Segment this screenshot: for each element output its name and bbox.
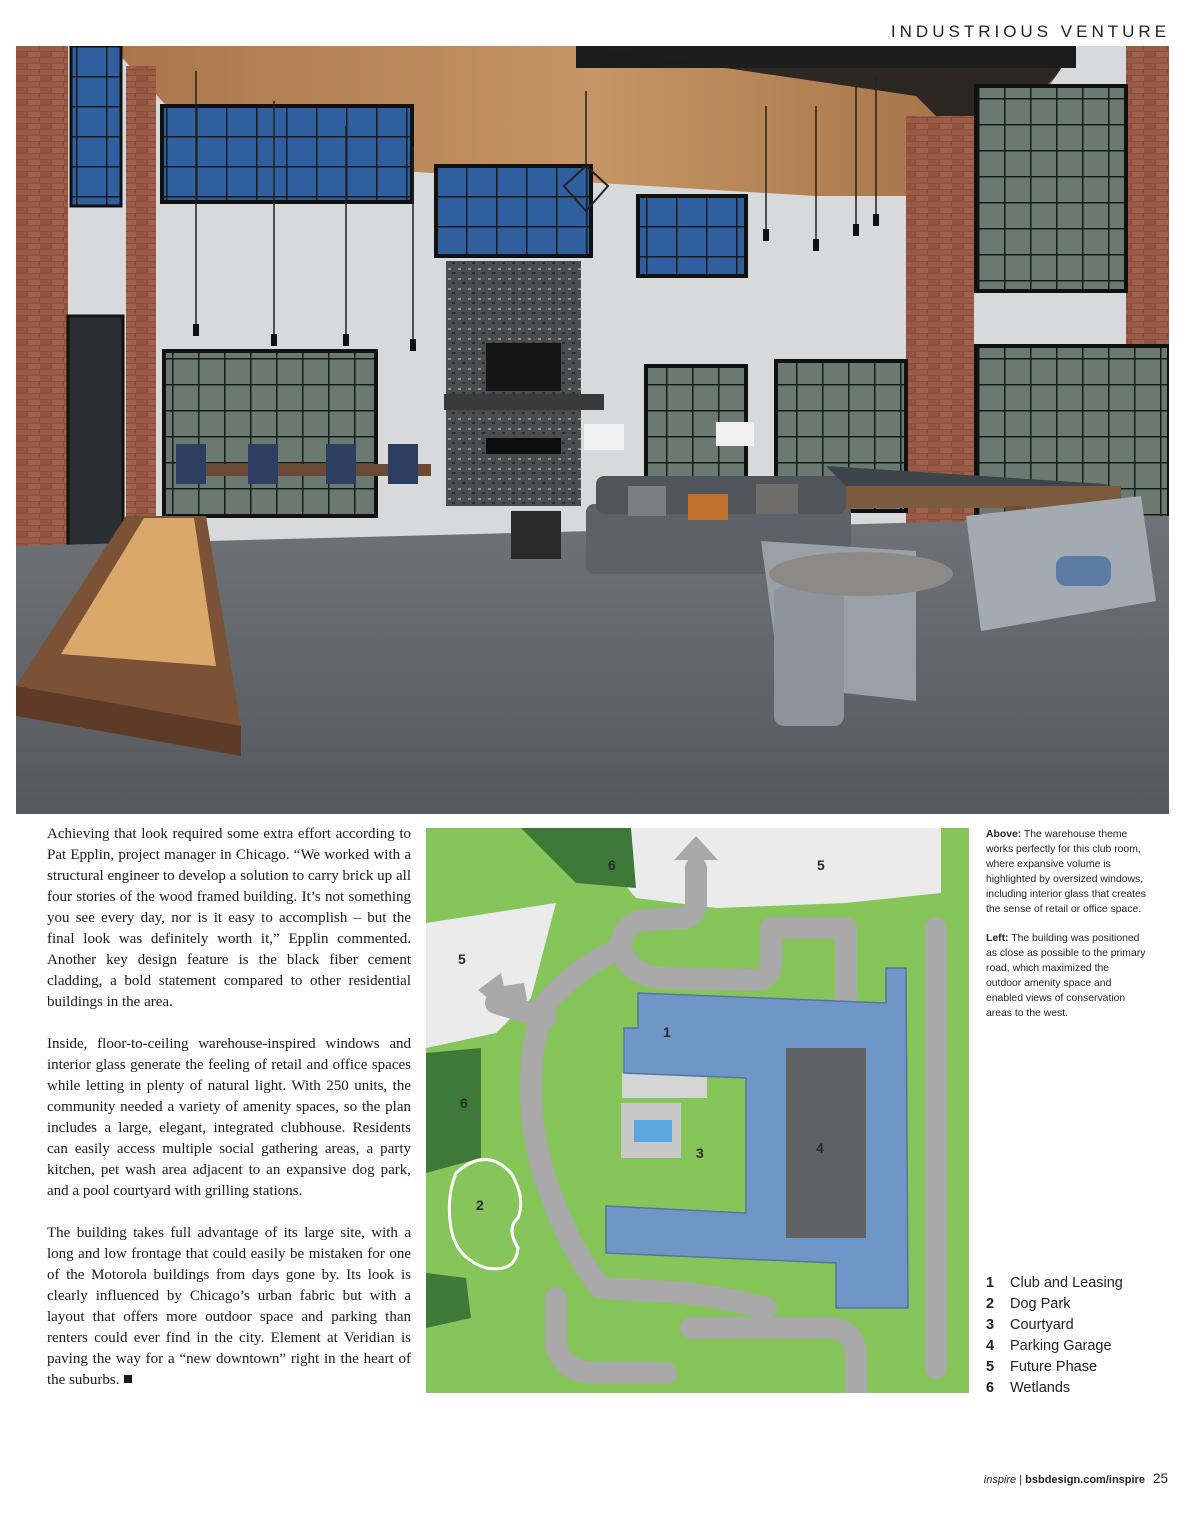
legend-number: 3 — [986, 1317, 995, 1333]
legend-label: Dog Park — [1010, 1296, 1071, 1312]
legend-item — [986, 1378, 1166, 1399]
publication-url[interactable]: bsbdesign.com/inspire — [1025, 1474, 1145, 1486]
label-future-north: 5 — [817, 857, 825, 873]
end-of-article-mark — [124, 1375, 132, 1383]
label-future-west: 5 — [458, 951, 466, 967]
legend-label: Future Phase — [1010, 1359, 1098, 1375]
caption-above-label: Above: — [986, 829, 1022, 840]
legend-item — [986, 1336, 1166, 1357]
section-kicker: INDUSTRIOUS VENTURE — [890, 22, 1170, 41]
legend-label: Parking Garage — [1010, 1338, 1112, 1354]
legend-label: Courtyard — [1010, 1317, 1074, 1333]
hero-photo — [16, 46, 1169, 814]
footer-separator: | — [1016, 1474, 1026, 1486]
legend-label: Club and Leasing — [1010, 1275, 1123, 1291]
page-number: 25 — [1152, 1471, 1168, 1486]
label-club: 1 — [663, 1024, 671, 1040]
legend-number: 2 — [986, 1296, 995, 1312]
legend-item — [986, 1315, 1166, 1336]
article-paragraph-3 — [47, 1223, 411, 1391]
dog-park — [449, 1160, 520, 1269]
legend-number: 4 — [986, 1338, 995, 1354]
wetlands-west — [426, 1048, 481, 1173]
caption-left — [986, 931, 1146, 1021]
site-plan-legend — [986, 1273, 1166, 1399]
site-plan — [426, 828, 969, 1393]
article-paragraph-3-text: The building takes full advantage of its large site, with a long and low frontage that could easily be mistaken for one of the Motorola buildings from days gone by. Its look is clearly influenced by Chicago’s urban fabric but with a layout that offers more outdoor space and parking than renters could ever find in the city. Element at Veridian is paving the way for a “new downtown” right in the heart of the suburbs. — [47, 1225, 411, 1388]
publication-name: inspire — [983, 1474, 1017, 1486]
photo-captions — [986, 827, 1146, 1035]
article-paragraph-1: Achieving that look required some extra effort according to Pat Epplin, project manager in Chicago. “We worked with a structural engineer to develop a solution to carry brick up all four stories of the wood framed building. It’s not something you see every day, nor is it easy to accomplish – but the final look was definitely worth it,” Epplin commented. Another key design feature is the black fiber cement cladding, a bold statement compared to other residential buildings in the area. — [47, 826, 411, 1010]
legend-number: 5 — [986, 1359, 995, 1375]
label-courtyard: 3 — [696, 1145, 704, 1161]
caption-left-text: The building was positioned as close as possible to the primary road, which maximized the outdoor amenity space and enabled views of conservation areas to the west. — [986, 933, 1146, 1019]
label-dog-park: 2 — [476, 1197, 484, 1213]
legend-item — [986, 1273, 1166, 1294]
label-wetlands-west: 6 — [460, 1095, 468, 1111]
caption-above-text: The warehouse theme works perfectly for this club room, where expansive volume is highlighted by oversized windows, including interior glass that creates the sense of retail or office space. — [986, 829, 1146, 915]
legend-item — [986, 1294, 1166, 1315]
caption-above — [986, 827, 1146, 917]
legend-label: Wetlands — [1010, 1380, 1071, 1396]
page-footer — [984, 1471, 1168, 1486]
clubhouse-interior-illustration — [16, 46, 1169, 814]
legend-item — [986, 1357, 1166, 1378]
pool — [634, 1120, 672, 1142]
label-garage: 4 — [816, 1140, 824, 1156]
article-body — [47, 824, 411, 1412]
legend-number: 6 — [986, 1380, 995, 1396]
label-wetlands-north: 6 — [608, 857, 616, 873]
caption-left-label: Left: — [986, 933, 1009, 944]
parking-garage — [786, 1048, 866, 1238]
legend-number: 1 — [986, 1275, 995, 1291]
article-paragraph-2: Inside, floor-to-ceiling warehouse-inspired windows and interior glass generate the feeling of retail and office spaces while letting in plenty of natural light. With 250 units, the community needed a variety of amenity spaces, so the plan includes a large, elegant, integrated clubhouse. Residents can easily access multiple social gathering areas, a party kitchen, pet wash area adjacent to an expansive dog park, and a pool courtyard with grilling stations. — [47, 1036, 411, 1199]
